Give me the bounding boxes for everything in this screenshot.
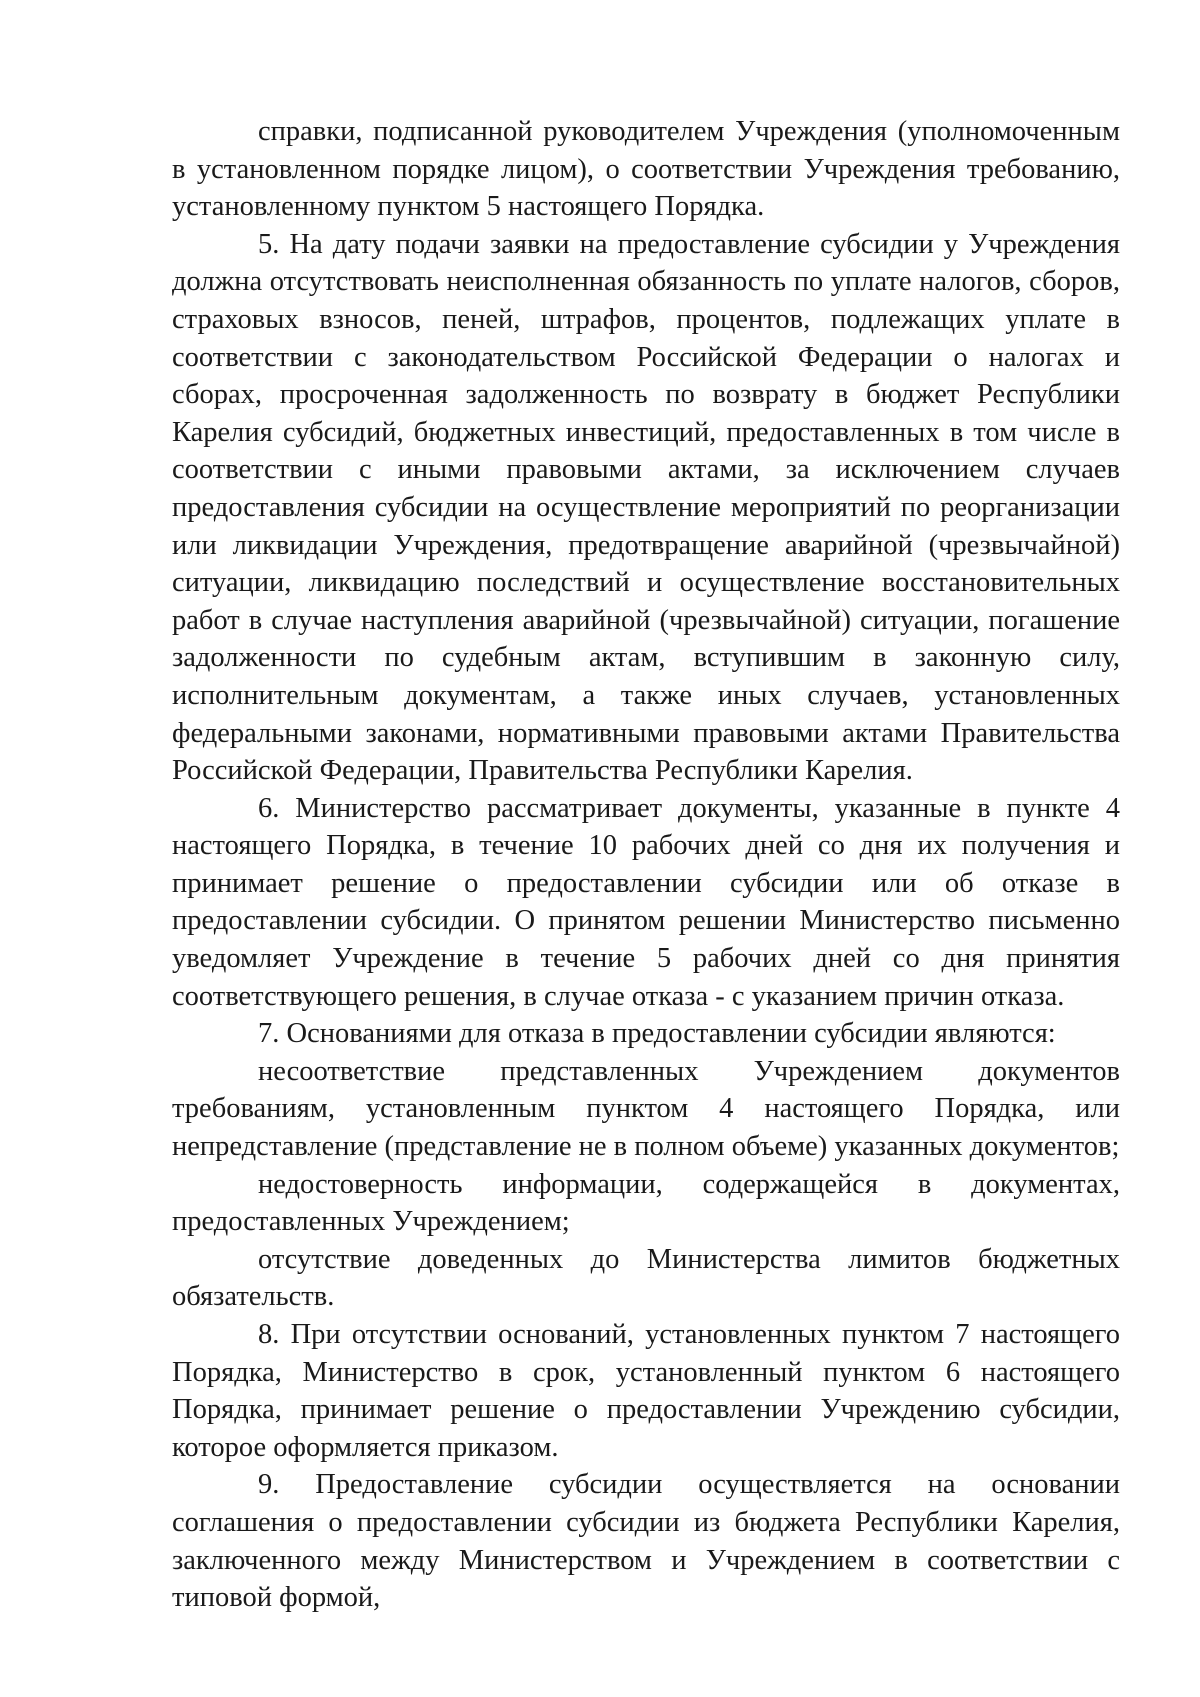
- paragraph-7: 7. Основаниями для отказа в предоставлении субсидии являются:: [258, 1018, 1056, 1050]
- paragraph-6: 6. Министерство рассматривает документы, указанные в пункте 4 настоящего Порядка, в течение 10 рабочих дней со дня их получения и принимает решение о предоставлении субсидии или об отказе в предоставлении субсидии. О принятом решении Министерство письменно уведомляет Учреждение в течение 5 рабочих дней со дня принятия соответствующего решения, в случае отказа - с указанием причин отказа.: [172, 792, 1120, 1012]
- document-body: [172, 113, 1120, 1617]
- paragraph-7-item-2: недостоверность информации, содержащейся в документах, предоставленных Учреждением;: [172, 1168, 1120, 1238]
- paragraph-5: 5. На дату подачи заявки на предоставление субсидии у Учреждения должна отсутствовать неисполненная обязанность по уплате налогов, сборов, страховых взносов, пеней, штрафов, процентов, подлежащих уплате в соответствии с законодательством Российской Федерации о налогах и сборах, просроченная задолженность по возврату в бюджет Республики Карелия субсидий, бюджетных инвестиций, предоставленных в том числе в соответствии с иными правовыми актами, за исключением случаев предоставления субсидии на осуществление мероприятий по реорганизации или ликвидации Учреждения, предотвращение аварийной (чрезвычайной) ситуации, ликвидацию последствий и осуществление восстановительных работ в случае наступления аварийной (чрезвычайной) ситуации, погашение задолженности по судебным актам, вступившим в законную силу, исполнительным документам, а также иных случаев, установленных федеральными законами, нормативными правовыми актами Правительства Российской Федерации, Правительства Республики Карелия.: [172, 228, 1120, 787]
- paragraph-9: 9. Предоставление субсидии осуществляется на основании соглашения о предоставлении субсидии из бюджета Республики Карелия, заключенного между Министерством и Учреждением в соответствии с типовой формой,: [172, 1469, 1120, 1614]
- paragraph-intro-continuation: справки, подписанной руководителем Учреждения (уполномоченным в установленном порядке лицом), о соответствии Учреждения требованию, установленному пунктом 5 настоящего Порядка.: [172, 116, 1120, 223]
- paragraph-7-item-1: несоответствие представленных Учреждением документов требованиям, установленным пунктом 4 настоящего Порядка, или непредставление (представление не в полном объеме) указанных документов;: [172, 1055, 1120, 1163]
- paragraph-8: 8. При отсутствии оснований, установленных пунктом 7 настоящего Порядка, Министерство в срок, установленный пунктом 6 настоящего Порядка, принимает решение о предоставлении Учреждению субсидии, которое оформляется приказом.: [172, 1319, 1120, 1463]
- paragraph-7-item-3: отсутствие доведенных до Министерства лимитов бюджетных обязательств.: [172, 1243, 1120, 1313]
